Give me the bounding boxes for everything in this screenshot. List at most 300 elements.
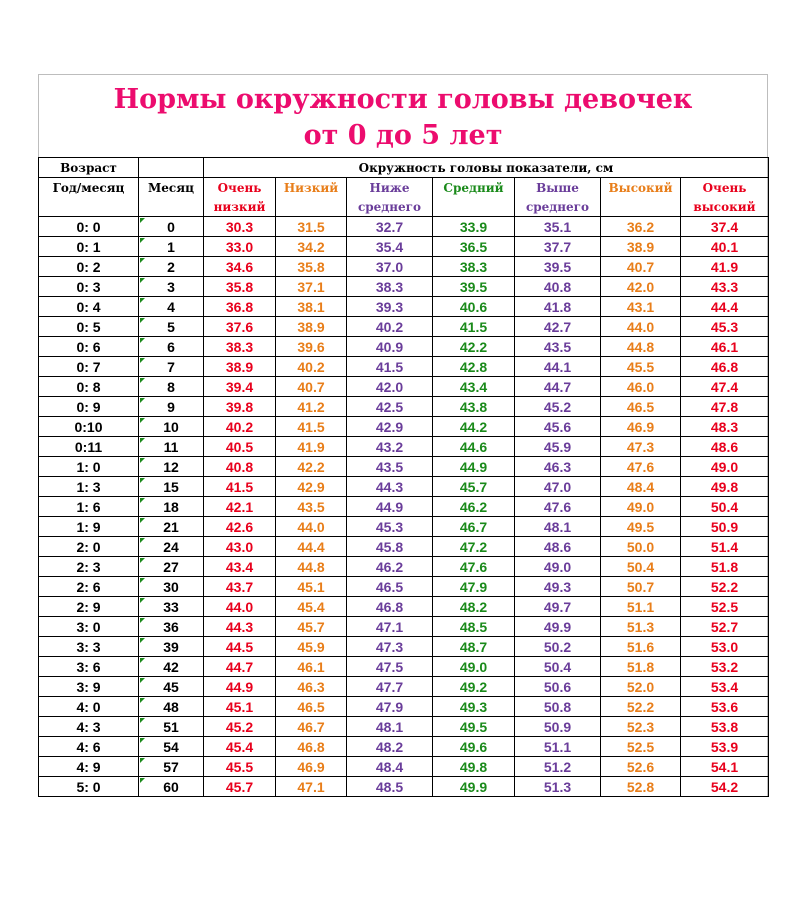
header-col-low-sub — [276, 197, 347, 217]
value-cell[interactable]: 43.1 — [601, 297, 681, 317]
month-cell[interactable]: 1 — [139, 237, 204, 257]
value-cell[interactable]: 51.3 — [601, 617, 681, 637]
value-cell[interactable]: 45.2 — [515, 397, 601, 417]
value-cell[interactable]: 47.9 — [433, 577, 515, 597]
value-cell[interactable]: 47.3 — [601, 437, 681, 457]
age-cell[interactable]: 0: 8 — [39, 377, 139, 397]
value-cell[interactable]: 40.8 — [515, 277, 601, 297]
value-cell[interactable]: 42.2 — [433, 337, 515, 357]
value-cell[interactable]: 52.5 — [601, 737, 681, 757]
value-cell[interactable]: 45.4 — [204, 737, 276, 757]
age-cell[interactable]: 2: 9 — [39, 597, 139, 617]
value-cell[interactable]: 37.7 — [515, 237, 601, 257]
value-cell[interactable]: 46.8 — [347, 597, 433, 617]
value-cell[interactable]: 35.8 — [276, 257, 347, 277]
value-cell[interactable]: 53.8 — [681, 717, 769, 737]
table-row — [39, 557, 769, 577]
value-cell[interactable]: 47.4 — [681, 377, 769, 397]
month-cell[interactable]: 8 — [139, 377, 204, 397]
value-cell[interactable]: 41.5 — [276, 417, 347, 437]
table-row — [39, 317, 769, 337]
value-cell[interactable]: 46.9 — [276, 757, 347, 777]
table-row — [39, 477, 769, 497]
value-cell[interactable]: 38.1 — [276, 297, 347, 317]
value-cell[interactable]: 48.1 — [515, 517, 601, 537]
table-row — [39, 517, 769, 537]
value-cell[interactable]: 37.1 — [276, 277, 347, 297]
value-cell[interactable]: 42.1 — [204, 497, 276, 517]
value-cell[interactable]: 36.8 — [204, 297, 276, 317]
value-cell[interactable]: 44.0 — [601, 317, 681, 337]
month-cell[interactable]: 11 — [139, 437, 204, 457]
value-cell[interactable]: 51.4 — [681, 537, 769, 557]
table-row — [39, 657, 769, 677]
age-cell[interactable]: 3: 9 — [39, 677, 139, 697]
value-cell[interactable]: 46.3 — [276, 677, 347, 697]
age-cell[interactable]: 0: 7 — [39, 357, 139, 377]
month-cell[interactable]: 0 — [139, 217, 204, 237]
age-cell[interactable]: 4: 0 — [39, 697, 139, 717]
value-cell[interactable]: 45.7 — [276, 617, 347, 637]
value-cell[interactable]: 51.8 — [601, 657, 681, 677]
value-cell[interactable]: 38.9 — [204, 357, 276, 377]
value-cell[interactable]: 45.3 — [347, 517, 433, 537]
header-col-average: Средний — [433, 178, 515, 198]
value-cell[interactable]: 49.0 — [433, 657, 515, 677]
month-cell[interactable]: 57 — [139, 757, 204, 777]
age-cell[interactable]: 2: 3 — [39, 557, 139, 577]
value-cell[interactable]: 44.7 — [204, 657, 276, 677]
age-cell[interactable]: 1: 3 — [39, 477, 139, 497]
month-cell[interactable]: 12 — [139, 457, 204, 477]
spreadsheet — [38, 74, 768, 797]
value-cell[interactable]: 38.3 — [433, 257, 515, 277]
value-cell[interactable]: 47.1 — [276, 777, 347, 797]
month-cell[interactable]: 18 — [139, 497, 204, 517]
month-cell[interactable]: 27 — [139, 557, 204, 577]
value-cell[interactable]: 49.8 — [433, 757, 515, 777]
value-cell[interactable]: 48.2 — [433, 597, 515, 617]
value-cell[interactable]: 53.9 — [681, 737, 769, 757]
value-cell[interactable]: 44.9 — [204, 677, 276, 697]
value-cell[interactable]: 52.3 — [601, 717, 681, 737]
value-cell[interactable]: 49.3 — [433, 697, 515, 717]
header-col-above-avg-sub: среднего — [515, 197, 601, 217]
value-cell[interactable]: 50.7 — [601, 577, 681, 597]
value-cell[interactable]: 40.2 — [347, 317, 433, 337]
age-cell[interactable]: 3: 6 — [39, 657, 139, 677]
table-row — [39, 337, 769, 357]
value-cell[interactable]: 39.8 — [204, 397, 276, 417]
value-cell[interactable]: 37.4 — [681, 217, 769, 237]
value-cell[interactable]: 51.1 — [515, 737, 601, 757]
value-cell[interactable]: 33.9 — [433, 217, 515, 237]
title-line-2: от 0 до 5 лет — [303, 120, 503, 151]
header-col-high-sub — [601, 197, 681, 217]
month-cell[interactable]: 5 — [139, 317, 204, 337]
value-cell[interactable]: 46.5 — [601, 397, 681, 417]
age-cell[interactable]: 1: 0 — [39, 457, 139, 477]
month-cell[interactable]: 33 — [139, 597, 204, 617]
value-cell[interactable]: 43.5 — [276, 497, 347, 517]
value-cell[interactable]: 42.5 — [347, 397, 433, 417]
value-cell[interactable]: 48.1 — [347, 717, 433, 737]
value-cell[interactable]: 31.5 — [276, 217, 347, 237]
value-cell[interactable]: 49.0 — [515, 557, 601, 577]
value-cell[interactable]: 47.3 — [347, 637, 433, 657]
value-cell[interactable]: 48.5 — [347, 777, 433, 797]
value-cell[interactable]: 37.6 — [204, 317, 276, 337]
header-col-above-avg: Выше — [515, 178, 601, 198]
value-cell[interactable]: 53.6 — [681, 697, 769, 717]
value-cell[interactable]: 49.0 — [681, 457, 769, 477]
value-cell[interactable]: 34.6 — [204, 257, 276, 277]
value-cell[interactable]: 38.9 — [601, 237, 681, 257]
month-cell[interactable]: 10 — [139, 417, 204, 437]
age-cell[interactable]: 0:10 — [39, 417, 139, 437]
value-cell[interactable]: 40.2 — [276, 357, 347, 377]
value-cell[interactable]: 47.6 — [515, 497, 601, 517]
value-cell[interactable]: 36.5 — [433, 237, 515, 257]
value-cell[interactable]: 43.4 — [433, 377, 515, 397]
table-row — [39, 437, 769, 457]
value-cell[interactable]: 39.4 — [204, 377, 276, 397]
value-cell[interactable]: 42.7 — [515, 317, 601, 337]
value-cell[interactable]: 44.0 — [204, 597, 276, 617]
value-cell[interactable]: 35.1 — [515, 217, 601, 237]
value-cell[interactable]: 49.6 — [433, 737, 515, 757]
value-cell[interactable]: 45.1 — [204, 697, 276, 717]
table-row — [39, 237, 769, 257]
value-cell[interactable]: 54.2 — [681, 777, 769, 797]
age-cell[interactable]: 2: 6 — [39, 577, 139, 597]
month-cell[interactable]: 3 — [139, 277, 204, 297]
value-cell[interactable]: 32.7 — [347, 217, 433, 237]
value-cell[interactable]: 40.8 — [204, 457, 276, 477]
value-cell[interactable]: 47.8 — [681, 397, 769, 417]
value-cell[interactable]: 51.6 — [601, 637, 681, 657]
value-cell[interactable]: 44.4 — [276, 537, 347, 557]
value-cell[interactable]: 42.9 — [347, 417, 433, 437]
table-row — [39, 677, 769, 697]
value-cell[interactable]: 46.0 — [601, 377, 681, 397]
value-cell[interactable]: 37.0 — [347, 257, 433, 277]
age-cell[interactable]: 0: 2 — [39, 257, 139, 277]
value-cell[interactable]: 51.2 — [515, 757, 601, 777]
value-cell[interactable]: 44.2 — [433, 417, 515, 437]
value-cell[interactable]: 50.4 — [515, 657, 601, 677]
header-col-low: Низкий — [276, 178, 347, 198]
value-cell[interactable]: 51.8 — [681, 557, 769, 577]
month-cell[interactable]: 6 — [139, 337, 204, 357]
value-cell[interactable]: 41.5 — [204, 477, 276, 497]
value-cell[interactable]: 44.3 — [347, 477, 433, 497]
table-row — [39, 737, 769, 757]
value-cell[interactable]: 46.5 — [347, 577, 433, 597]
value-cell[interactable]: 46.8 — [681, 357, 769, 377]
age-cell[interactable]: 0: 0 — [39, 217, 139, 237]
value-cell[interactable]: 39.5 — [515, 257, 601, 277]
value-cell[interactable]: 45.5 — [204, 757, 276, 777]
value-cell[interactable]: 43.8 — [433, 397, 515, 417]
value-cell[interactable]: 39.3 — [347, 297, 433, 317]
value-cell[interactable]: 47.6 — [433, 557, 515, 577]
month-cell[interactable]: 42 — [139, 657, 204, 677]
value-cell[interactable]: 47.7 — [347, 677, 433, 697]
value-cell[interactable]: 42.6 — [204, 517, 276, 537]
value-cell[interactable]: 44.8 — [601, 337, 681, 357]
value-cell[interactable]: 47.5 — [347, 657, 433, 677]
month-cell[interactable]: 30 — [139, 577, 204, 597]
value-cell[interactable]: 52.5 — [681, 597, 769, 617]
value-cell[interactable]: 45.9 — [276, 637, 347, 657]
month-cell[interactable]: 60 — [139, 777, 204, 797]
value-cell[interactable]: 49.8 — [681, 477, 769, 497]
value-cell[interactable]: 44.9 — [347, 497, 433, 517]
value-cell[interactable]: 51.1 — [601, 597, 681, 617]
age-cell[interactable]: 5: 0 — [39, 777, 139, 797]
value-cell[interactable]: 50.4 — [681, 497, 769, 517]
value-cell[interactable]: 41.8 — [515, 297, 601, 317]
age-cell[interactable]: 4: 3 — [39, 717, 139, 737]
value-cell[interactable]: 50.4 — [601, 557, 681, 577]
table-row — [39, 637, 769, 657]
value-cell[interactable]: 42.9 — [276, 477, 347, 497]
value-cell[interactable]: 39.5 — [433, 277, 515, 297]
value-cell[interactable]: 49.2 — [433, 677, 515, 697]
age-cell[interactable]: 3: 3 — [39, 637, 139, 657]
value-cell[interactable]: 50.2 — [515, 637, 601, 657]
value-cell[interactable]: 44.5 — [204, 637, 276, 657]
value-cell[interactable]: 42.0 — [601, 277, 681, 297]
value-cell[interactable]: 52.2 — [601, 697, 681, 717]
value-cell[interactable]: 40.2 — [204, 417, 276, 437]
value-cell[interactable]: 53.4 — [681, 677, 769, 697]
age-cell[interactable]: 2: 0 — [39, 537, 139, 557]
value-cell[interactable]: 42.8 — [433, 357, 515, 377]
header-col-very-low: Очень — [204, 178, 276, 198]
page-title — [39, 75, 767, 157]
value-cell[interactable]: 44.7 — [515, 377, 601, 397]
value-cell[interactable]: 49.5 — [433, 717, 515, 737]
value-cell[interactable]: 48.2 — [347, 737, 433, 757]
value-cell[interactable]: 44.0 — [276, 517, 347, 537]
value-cell[interactable]: 48.6 — [681, 437, 769, 457]
value-cell[interactable]: 45.4 — [276, 597, 347, 617]
table-row — [39, 577, 769, 597]
age-cell[interactable]: 1: 9 — [39, 517, 139, 537]
value-cell[interactable]: 50.8 — [515, 697, 601, 717]
value-cell[interactable]: 38.3 — [347, 277, 433, 297]
value-cell[interactable]: 45.7 — [433, 477, 515, 497]
table-row — [39, 397, 769, 417]
age-cell[interactable]: 0: 6 — [39, 337, 139, 357]
age-cell[interactable]: 4: 6 — [39, 737, 139, 757]
age-cell[interactable]: 1: 6 — [39, 497, 139, 517]
value-cell[interactable]: 43.4 — [204, 557, 276, 577]
month-cell[interactable]: 36 — [139, 617, 204, 637]
value-cell[interactable]: 43.0 — [204, 537, 276, 557]
month-cell[interactable]: 7 — [139, 357, 204, 377]
table-row — [39, 417, 769, 437]
value-cell[interactable]: 49.9 — [433, 777, 515, 797]
header-month: Месяц — [139, 178, 204, 198]
value-cell[interactable]: 40.7 — [601, 257, 681, 277]
value-cell[interactable]: 42.0 — [347, 377, 433, 397]
header-col-below-avg: Ниже — [347, 178, 433, 198]
value-cell[interactable]: 45.8 — [347, 537, 433, 557]
value-cell[interactable]: 45.1 — [276, 577, 347, 597]
table-row — [39, 777, 769, 797]
value-cell[interactable]: 49.9 — [515, 617, 601, 637]
month-cell[interactable]: 21 — [139, 517, 204, 537]
value-cell[interactable]: 49.7 — [515, 597, 601, 617]
value-cell[interactable]: 41.9 — [276, 437, 347, 457]
age-cell[interactable]: 0: 3 — [39, 277, 139, 297]
month-cell[interactable]: 51 — [139, 717, 204, 737]
value-cell[interactable]: 53.2 — [681, 657, 769, 677]
value-cell[interactable]: 41.5 — [347, 357, 433, 377]
header-year-month: Год/месяц — [39, 178, 139, 198]
value-cell[interactable]: 45.5 — [601, 357, 681, 377]
value-cell[interactable]: 50.9 — [515, 717, 601, 737]
value-cell[interactable]: 46.9 — [601, 417, 681, 437]
month-cell[interactable]: 2 — [139, 257, 204, 277]
value-cell[interactable]: 41.9 — [681, 257, 769, 277]
value-cell[interactable]: 51.3 — [515, 777, 601, 797]
value-cell[interactable]: 48.3 — [681, 417, 769, 437]
value-cell[interactable]: 40.9 — [347, 337, 433, 357]
month-cell[interactable]: 54 — [139, 737, 204, 757]
value-cell[interactable]: 48.5 — [433, 617, 515, 637]
value-cell[interactable]: 44.8 — [276, 557, 347, 577]
value-cell[interactable]: 46.3 — [515, 457, 601, 477]
age-cell[interactable]: 0: 5 — [39, 317, 139, 337]
value-cell[interactable]: 36.2 — [601, 217, 681, 237]
value-cell[interactable]: 46.5 — [276, 697, 347, 717]
age-cell[interactable]: 0: 1 — [39, 237, 139, 257]
value-cell[interactable]: 44.9 — [433, 457, 515, 477]
value-cell[interactable]: 45.9 — [515, 437, 601, 457]
value-cell[interactable]: 48.4 — [601, 477, 681, 497]
value-cell[interactable]: 44.4 — [681, 297, 769, 317]
age-cell[interactable]: 0: 9 — [39, 397, 139, 417]
value-cell[interactable]: 45.2 — [204, 717, 276, 737]
month-cell[interactable]: 9 — [139, 397, 204, 417]
value-cell[interactable]: 49.3 — [515, 577, 601, 597]
value-cell[interactable]: 47.6 — [601, 457, 681, 477]
table-row — [39, 357, 769, 377]
value-cell[interactable]: 53.0 — [681, 637, 769, 657]
value-cell[interactable]: 35.4 — [347, 237, 433, 257]
head-circumference-table — [38, 157, 769, 797]
value-cell[interactable]: 49.5 — [601, 517, 681, 537]
table-row — [39, 597, 769, 617]
value-cell[interactable]: 43.5 — [515, 337, 601, 357]
value-cell[interactable]: 46.1 — [276, 657, 347, 677]
value-cell[interactable]: 50.9 — [681, 517, 769, 537]
value-cell[interactable]: 48.7 — [433, 637, 515, 657]
value-cell[interactable]: 48.4 — [347, 757, 433, 777]
value-cell[interactable]: 43.7 — [204, 577, 276, 597]
value-cell[interactable]: 42.2 — [276, 457, 347, 477]
value-cell[interactable]: 41.5 — [433, 317, 515, 337]
header-col-below-avg-sub: среднего — [347, 197, 433, 217]
value-cell[interactable]: 46.2 — [433, 497, 515, 517]
value-cell[interactable]: 52.7 — [681, 617, 769, 637]
value-cell[interactable]: 47.2 — [433, 537, 515, 557]
age-cell[interactable]: 0:11 — [39, 437, 139, 457]
value-cell[interactable]: 54.1 — [681, 757, 769, 777]
value-cell[interactable]: 30.3 — [204, 217, 276, 237]
value-cell[interactable]: 40.1 — [681, 237, 769, 257]
table-body — [39, 217, 769, 797]
age-cell[interactable]: 0: 4 — [39, 297, 139, 317]
header-empty — [139, 158, 204, 178]
header-blank-2 — [139, 197, 204, 217]
value-cell[interactable]: 48.6 — [515, 537, 601, 557]
value-cell[interactable]: 52.6 — [601, 757, 681, 777]
month-cell[interactable]: 4 — [139, 297, 204, 317]
value-cell[interactable]: 47.0 — [515, 477, 601, 497]
month-cell[interactable]: 39 — [139, 637, 204, 657]
value-cell[interactable]: 52.2 — [681, 577, 769, 597]
value-cell[interactable]: 39.6 — [276, 337, 347, 357]
value-cell[interactable]: 40.7 — [276, 377, 347, 397]
value-cell[interactable]: 43.2 — [347, 437, 433, 457]
value-cell[interactable]: 45.6 — [515, 417, 601, 437]
age-cell[interactable]: 3: 0 — [39, 617, 139, 637]
month-cell[interactable]: 24 — [139, 537, 204, 557]
value-cell[interactable]: 52.0 — [601, 677, 681, 697]
value-cell[interactable]: 50.6 — [515, 677, 601, 697]
value-cell[interactable]: 50.0 — [601, 537, 681, 557]
value-cell[interactable]: 44.1 — [515, 357, 601, 377]
value-cell[interactable]: 46.2 — [347, 557, 433, 577]
header-age: Возраст — [39, 158, 139, 178]
value-cell[interactable]: 44.3 — [204, 617, 276, 637]
value-cell[interactable]: 35.8 — [204, 277, 276, 297]
value-cell[interactable]: 45.7 — [204, 777, 276, 797]
value-cell[interactable]: 38.3 — [204, 337, 276, 357]
value-cell[interactable]: 49.0 — [601, 497, 681, 517]
value-cell[interactable]: 47.9 — [347, 697, 433, 717]
value-cell[interactable]: 44.6 — [433, 437, 515, 457]
value-cell[interactable]: 43.5 — [347, 457, 433, 477]
value-cell[interactable]: 46.1 — [681, 337, 769, 357]
value-cell[interactable]: 46.7 — [276, 717, 347, 737]
value-cell[interactable]: 33.0 — [204, 237, 276, 257]
header-col-high: Высокий — [601, 178, 681, 198]
value-cell[interactable]: 34.2 — [276, 237, 347, 257]
value-cell[interactable]: 52.8 — [601, 777, 681, 797]
value-cell[interactable]: 38.9 — [276, 317, 347, 337]
value-cell[interactable]: 43.3 — [681, 277, 769, 297]
age-cell[interactable]: 4: 9 — [39, 757, 139, 777]
value-cell[interactable]: 46.8 — [276, 737, 347, 757]
value-cell[interactable]: 41.2 — [276, 397, 347, 417]
month-cell[interactable]: 48 — [139, 697, 204, 717]
value-cell[interactable]: 40.6 — [433, 297, 515, 317]
month-cell[interactable]: 15 — [139, 477, 204, 497]
header-col-very-high-sub: высокий — [681, 197, 769, 217]
value-cell[interactable]: 40.5 — [204, 437, 276, 457]
value-cell[interactable]: 47.1 — [347, 617, 433, 637]
value-cell[interactable]: 46.7 — [433, 517, 515, 537]
value-cell[interactable]: 45.3 — [681, 317, 769, 337]
month-cell[interactable]: 45 — [139, 677, 204, 697]
table-row — [39, 297, 769, 317]
